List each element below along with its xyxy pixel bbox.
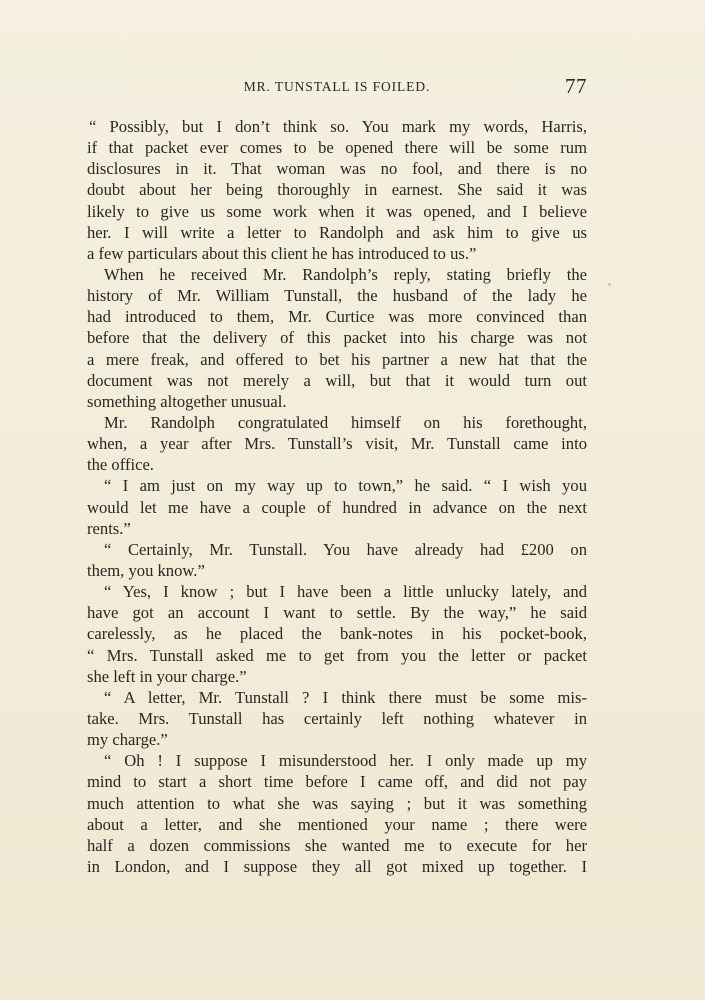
text-line: the office.	[87, 455, 154, 475]
paper-speck	[608, 283, 611, 286]
body-text	[87, 116, 587, 877]
text-line: them, you know.”	[87, 560, 205, 580]
text-line: something altogether unusual.	[87, 391, 287, 411]
text-line: have got an account I want to settle. By the way,” he said	[87, 603, 587, 623]
page-number: 77	[565, 74, 587, 98]
text-line: “ Oh ! I suppose I misunderstood her. I only made up my	[104, 751, 587, 771]
text-line: likely to give us some work when it was opened, and I believe	[87, 201, 587, 221]
text-line: “ Mrs. Tunstall asked me to get from you the letter or packet	[87, 645, 587, 665]
page-header	[87, 74, 587, 102]
text-line: “ Yes, I know ; but I have been a little unlucky lately, and	[104, 582, 587, 602]
text-line: a mere freak, and offered to bet his partner a new hat that the	[87, 349, 587, 369]
text-line: “ Possibly, but I don’t think so. You mark my words, Harris,	[89, 117, 587, 136]
text-line: document was not merely a will, but that it would turn out	[87, 370, 587, 390]
text-line: her. I will write a letter to Randolph and ask him to give us	[87, 222, 587, 242]
text-line: when, a year after Mrs. Tunstall’s visit, Mr. Tunstall came into	[87, 434, 587, 454]
text-line: much attention to what she was saying ; but it was something	[87, 793, 587, 813]
text-line: doubt about her being thoroughly in earnest. She said it was	[87, 180, 587, 200]
text-line: in London, and I suppose they all got mixed up together. I	[87, 856, 587, 876]
text-line: carelessly, as he placed the bank-notes in his pocket-book,	[87, 624, 587, 644]
text-line: disclosures in it. That woman was no fool, and there is no	[87, 159, 587, 179]
text-line: my charge.”	[87, 730, 168, 750]
text-line: half a dozen commissions she wanted me to execute for her	[87, 835, 587, 855]
text-line: rents.”	[87, 518, 131, 538]
text-line: about a letter, and she mentioned your name ; there were	[87, 814, 587, 834]
text-line: a few particulars about this client he has introduced to us.”	[87, 243, 477, 263]
text-line: Mr. Randolph congratulated himself on his forethought,	[104, 412, 587, 432]
text-line: would let me have a couple of hundred in advance on the next	[87, 497, 587, 517]
running-head: MR. TUNSTALL IS FOILED.	[243, 79, 431, 94]
text-line: “ Certainly, Mr. Tunstall. You have already had £200 on	[104, 539, 587, 559]
text-line: she left in your charge.”	[87, 666, 247, 686]
text-line: if that packet ever comes to be opened there will be some rum	[87, 138, 587, 158]
text-line: history of Mr. William Tunstall, the husband of the lady he	[87, 286, 587, 306]
text-line: “ A letter, Mr. Tunstall ? I think there must be some mis-	[104, 687, 587, 707]
text-line: When he received Mr. Randolph’s reply, stating briefly the	[104, 264, 587, 284]
text-line: mind to start a short time before I came off, and did not pay	[87, 772, 587, 792]
text-line: take. Mrs. Tunstall has certainly left nothing whatever in	[87, 708, 587, 728]
text-line: had introduced to them, Mr. Curtice was more convinced than	[87, 307, 587, 327]
text-line: before that the delivery of this packet into his charge was not	[87, 328, 587, 348]
text-line: “ I am just on my way up to town,” he said. “ I wish you	[104, 476, 587, 496]
